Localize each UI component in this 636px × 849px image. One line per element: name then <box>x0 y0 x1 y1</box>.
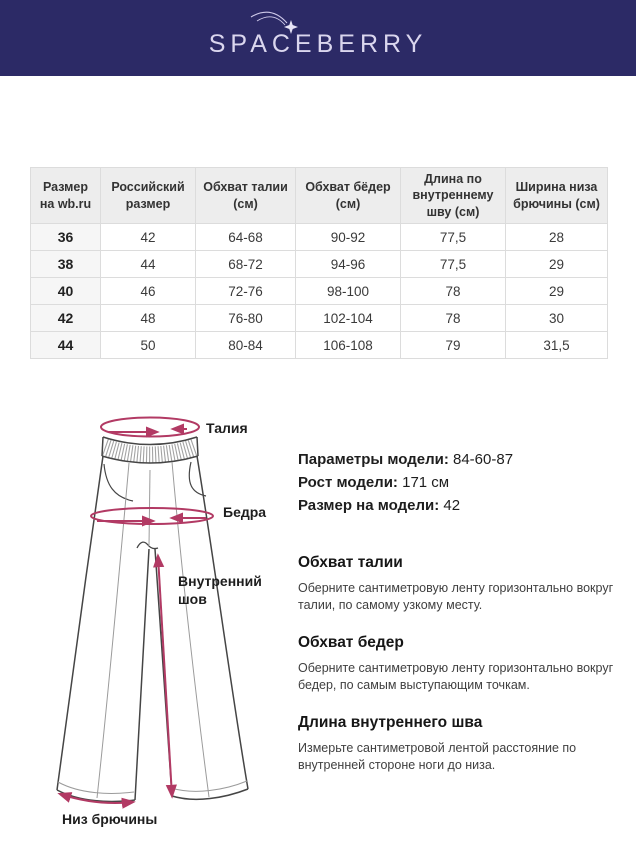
cell-ru-size: 44 <box>101 251 196 278</box>
model-parameters <box>298 448 620 471</box>
table-row <box>31 224 608 251</box>
size-table-section <box>30 167 607 359</box>
cell-inseam: 79 <box>401 332 506 359</box>
cell-ru-size: 42 <box>101 224 196 251</box>
model-parameters-value: 84-60-87 <box>448 451 514 468</box>
col-header-hips: Обхват бёдер (см) <box>296 168 401 224</box>
cell-hips: 98-100 <box>296 278 401 305</box>
cell-leg-opening: 31,5 <box>506 332 608 359</box>
col-header-leg-opening: Ширина низа брючины (см) <box>506 168 608 224</box>
cell-wb-size: 40 <box>31 278 101 305</box>
cell-waist: 72-76 <box>196 278 296 305</box>
cell-waist: 80-84 <box>196 332 296 359</box>
cell-inseam: 77,5 <box>401 251 506 278</box>
guide-hips-text: Оберните сантиметровую ленту горизонтально вокруг бедер, по самым выступающим точкам. <box>298 661 614 692</box>
guide-section-inseam <box>298 714 620 773</box>
cell-leg-opening: 29 <box>506 251 608 278</box>
pocket-lines <box>104 462 206 501</box>
measuring-info <box>298 448 620 773</box>
waist-ellipse <box>101 418 199 437</box>
col-header-wb-size: Размер на wb.ru <box>31 168 101 224</box>
col-header-inseam: Длина по внутреннему шву (см) <box>401 168 506 224</box>
model-parameters-label: Параметры модели: <box>298 451 449 468</box>
cell-waist: 68-72 <box>196 251 296 278</box>
table-row <box>31 278 608 305</box>
guide-section-waist <box>298 554 620 613</box>
cell-inseam: 78 <box>401 278 506 305</box>
guide-waist-title: Обхват талии <box>298 554 403 571</box>
brand-header <box>0 0 636 76</box>
cell-hips: 106-108 <box>296 332 401 359</box>
guide-inseam-text: Измерьте сантиметровой лентой расстояние по внутренней стороне ноги до низа. <box>298 741 577 772</box>
model-size-label: Размер на модели: <box>298 497 440 514</box>
table-header-row <box>31 168 608 224</box>
table-row <box>31 332 608 359</box>
col-header-waist: Обхват талии (см) <box>196 168 296 224</box>
guide-hips-title: Обхват бедер <box>298 634 404 651</box>
waist-label: Талия <box>206 420 248 436</box>
crease-lines <box>58 462 247 798</box>
model-height <box>298 471 620 494</box>
cell-hips: 94-96 <box>296 251 401 278</box>
model-height-label: Рост модели: <box>298 474 398 491</box>
col-header-ru-size: Российский размер <box>101 168 196 224</box>
model-size <box>298 494 620 517</box>
guide-waist-text: Оберните сантиметровую ленту горизонтально вокруг талии, по самому узкому месту. <box>298 581 614 612</box>
cell-ru-size: 48 <box>101 305 196 332</box>
measurement-marks <box>60 418 213 804</box>
cell-hips: 90-92 <box>296 224 401 251</box>
cell-leg-opening: 30 <box>506 305 608 332</box>
table-row <box>31 251 608 278</box>
inseam-label: Внутренний шов <box>178 573 262 608</box>
pants-diagram <box>25 406 297 846</box>
pants-drawing <box>25 406 297 846</box>
cell-wb-size: 36 <box>31 224 101 251</box>
hips-label: Бедра <box>223 504 267 520</box>
model-size-value: 42 <box>439 497 461 514</box>
cell-ru-size: 50 <box>101 332 196 359</box>
brand-name: SPACEBERRY <box>208 30 428 58</box>
cell-hips: 102-104 <box>296 305 401 332</box>
cell-ru-size: 46 <box>101 278 196 305</box>
inseam-arrow <box>158 556 172 796</box>
cell-leg-opening: 29 <box>506 278 608 305</box>
brand-logo <box>208 0 428 76</box>
guide-section-hips <box>298 634 620 693</box>
table-row <box>31 305 608 332</box>
measurement-area <box>0 406 636 849</box>
guide-inseam-title: Длина внутреннего шва <box>298 714 483 731</box>
model-height-value: 171 см <box>397 474 450 491</box>
cell-inseam: 78 <box>401 305 506 332</box>
cell-inseam: 77,5 <box>401 224 506 251</box>
cell-leg-opening: 28 <box>506 224 608 251</box>
cell-wb-size: 42 <box>31 305 101 332</box>
cell-waist: 64-68 <box>196 224 296 251</box>
cell-waist: 76-80 <box>196 305 296 332</box>
size-table <box>30 167 608 359</box>
hem-label: Низ брючины <box>62 811 158 827</box>
waistband-ribbing <box>105 447 195 455</box>
cell-wb-size: 44 <box>31 332 101 359</box>
cell-wb-size: 38 <box>31 251 101 278</box>
